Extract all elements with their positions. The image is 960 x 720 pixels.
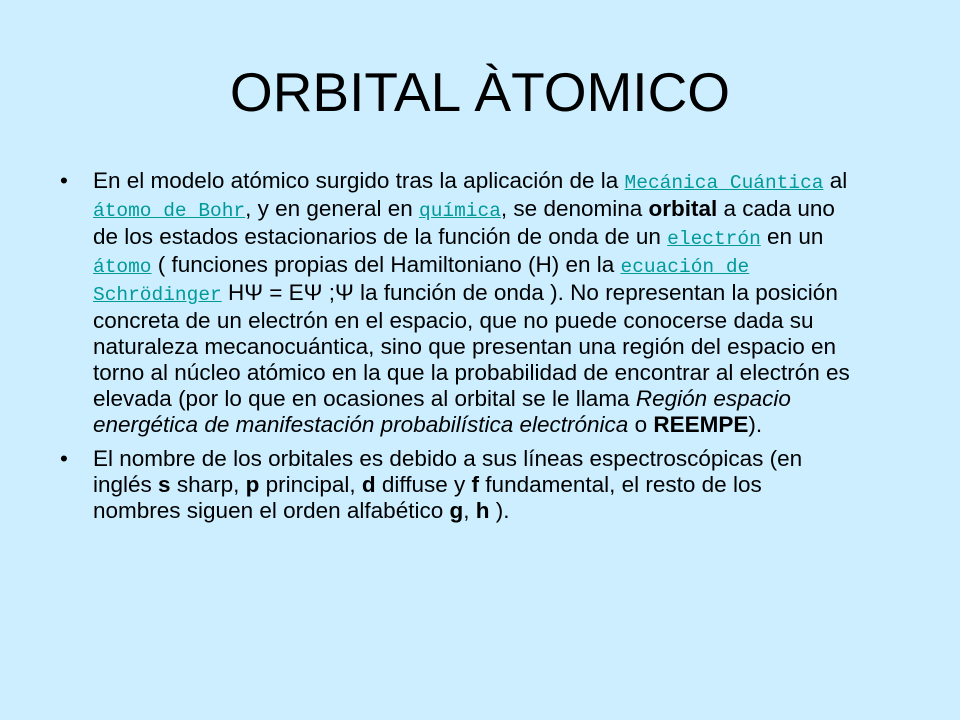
text-span: , y en general en xyxy=(245,196,419,221)
bold-letter-h: h xyxy=(475,498,490,523)
text-span: diffuse y xyxy=(375,472,472,497)
slide-title: ORBITAL ÀTOMICO xyxy=(229,61,731,123)
text-span: principal, xyxy=(259,472,362,497)
bold-letter-p: p xyxy=(245,472,260,497)
bold-letter-g: g xyxy=(449,498,464,523)
link-atomo-de-bohr[interactable]: átomo de Bohr xyxy=(93,200,246,222)
text-span: HΨ = EΨ ;Ψ la función de onda ). No representan la posición concreta de un electrón en el espacio, que no puede conocerse dada su naturaleza mecanocuántica, sino que presentan una región del espacio en torno al núcleo atómico en la que la probabilidad de encontrar al electrón es elevada (por lo que en ocasiones al orbital se le llama xyxy=(93,280,850,411)
link-mecanica-cuantica[interactable]: Mecánica Cuántica xyxy=(624,172,824,194)
text-span: fundamental, el resto de los nombres siguen el orden alfabético xyxy=(93,472,762,523)
text-span: En el modelo atómico surgido tras la aplicación de la xyxy=(93,168,625,193)
bold-term-reempe: REEMPE xyxy=(653,412,749,437)
text-span: o xyxy=(628,412,654,437)
link-atomo[interactable]: átomo xyxy=(93,256,152,278)
link-electron[interactable]: electrón xyxy=(667,228,761,250)
text-span: ). xyxy=(489,498,510,523)
text-span: ). xyxy=(748,412,763,437)
bullet-list xyxy=(60,168,850,532)
text-span: El nombre de los orbitales es debido a sus líneas espectroscópicas (en inglés xyxy=(93,446,803,497)
text-span: al xyxy=(823,168,848,193)
text-span: a cada uno de los estados estacionarios de la función de onda de un xyxy=(93,196,835,249)
text-span: ( funciones propias del Hamiltoniano (H) en la xyxy=(151,252,621,277)
bullet-marker: • xyxy=(60,446,68,471)
bold-letter-f: f xyxy=(471,472,480,497)
bold-letter-s: s xyxy=(158,472,171,497)
bold-term-orbital: orbital xyxy=(648,196,718,221)
text-span: , se denomina xyxy=(500,196,649,221)
bullet-marker: • xyxy=(60,168,68,193)
link-ecuacion-de-schrodinger[interactable]: ecuación de Schrödinger xyxy=(93,256,750,306)
italic-term-region: Región espacio energética de manifestación probabilística electrónica xyxy=(93,386,791,437)
bullet-item-orbital-definition xyxy=(60,168,850,438)
link-quimica[interactable]: química xyxy=(419,200,501,222)
text-span: sharp, xyxy=(170,472,246,497)
text-span: , xyxy=(463,498,476,523)
text-span: en un xyxy=(760,224,824,249)
bullet-item-orbital-names xyxy=(60,446,850,524)
bold-letter-d: d xyxy=(361,472,376,497)
